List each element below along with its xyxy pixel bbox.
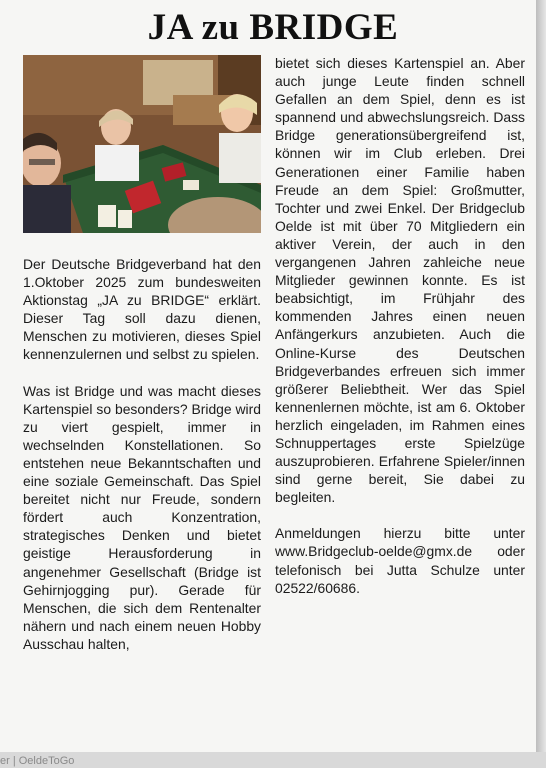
page-footer xyxy=(0,752,546,768)
left-column xyxy=(23,255,261,653)
paragraph: Anmeldungen hierzu bitte unter www.Bridgeclub-oelde@gmx.de oder telefonisch bei Jutta Schulze unter 02522/60686. xyxy=(275,525,525,596)
bridge-players-photo xyxy=(23,55,261,233)
photo-illustration xyxy=(23,55,261,233)
paragraph: bietet sich dieses Kartenspiel an. Aber auch junge Leute finden schnell Gefallen an dem Spiel, denn es ist spannend und abwechslungsreich. Dass Bridge generationsübergreifend ist, können wir im Club erleben. Drei Generationen einer Familie haben Freude an dem Spiel: Großmutter, Tochter und zwei Enkel. Der Bridgeclub Oelde ist mit über 70 Mitgliedern ein aktiver Verein, der auch in den vergangenen Jahren zahleiche neue Mitglieder gewinnen konnte. Es ist beabsichtigt, im Frühjahr des kommenden Jahres einen neuen Anfängerkurs anzubieten. Auch die Online-Kurse des Deutschen Bridgeverbandes erfreuen sich immer größerer Beliebtheit. Wer das Spiel kennenlernen möchte, ist am 6. Oktober herzlich eingeladen, im Rahmen eines Schnuppertages erste Spielzüge auszuprobieren. Erfahrene Spieler/innen sind gerne bereit, Sie dabei zu begleiten. xyxy=(275,55,525,506)
paragraph: Was ist Bridge und was macht dieses Kartenspiel so besonders? Bridge wird zu viert gespielt, immer in wechselnden Konstellationen. So entstehen neue Bekanntschaften und eine soziale Gemeinschaft. Das Spiel bereitet nicht nur Freude, sondern fördert auch Konzentration, strategisches Denken und bietet geistige Herausforderung in angenehmer Gesellschaft (Bridge ist Gehirnjogging pur). Gerade für Menschen, die sich dem Rentenalter nähern und nach einem neuen Hobby Ausschau halten, xyxy=(23,382,261,652)
right-column xyxy=(275,54,525,597)
footer-text: er | OeldeToGo xyxy=(0,755,75,767)
paragraph: Der Deutsche Bridgeverband hat den 1.Oktober 2025 zum bundesweiten Aktionstag „JA zu BRIDGE“ erklärt. Dieser Tag soll dazu dienen, Menschen zu motivieren, dieses Spiel kennenzulernen und selbst zu spielen. xyxy=(23,256,261,363)
page-edge-shadow xyxy=(536,0,546,768)
article-title: JA zu BRIDGE xyxy=(147,7,399,48)
